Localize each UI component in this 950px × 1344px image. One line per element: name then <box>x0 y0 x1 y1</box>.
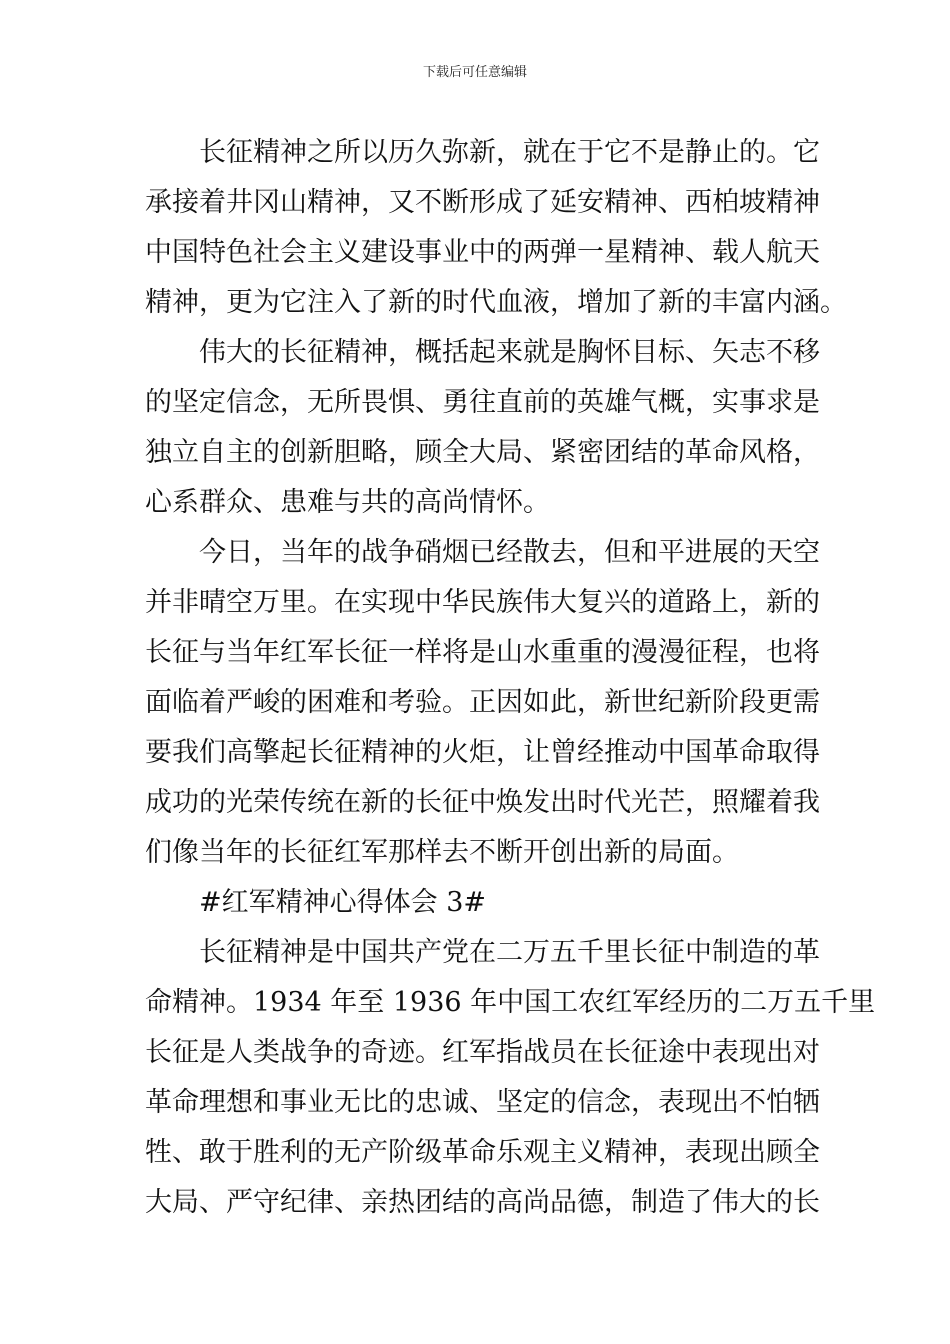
paragraph-3-line-1: 今日，当年的战争硝烟已经散去，但和平进展的天空 <box>199 537 820 568</box>
paragraph-1-line-4: 精神，更为它注入了新的时代血液，增加了新的丰富内涵。 <box>145 287 847 318</box>
paragraph-1-line-3: 中国特色社会主义建设事业中的两弹一星精神、载人航天 <box>145 237 820 268</box>
paragraph-5-line-2: 命精神。1934 年至 1936 年中国工农红军经历的二万五千里 <box>145 987 876 1018</box>
paragraph-2-line-2: 的坚定信念，无所畏惧、勇往直前的英雄气概，实事求是 <box>145 387 820 418</box>
paragraph-3-line-2: 并非晴空万里。在实现中华民族伟大复兴的道路上，新的 <box>145 587 820 618</box>
paragraph-3-line-5: 要我们高擎起长征精神的火炬，让曾经推动中国革命取得 <box>145 737 820 768</box>
paragraph-3-line-7: 们像当年的长征红军那样去不断开创出新的局面。 <box>145 837 739 868</box>
document-body <box>145 128 876 1228</box>
paragraph-2-line-3: 独立自主的创新胆略，顾全大局、紧密团结的革命风格， <box>145 437 820 468</box>
paragraph-2-line-4: 心系群众、患难与共的高尚情怀。 <box>145 487 550 518</box>
paragraph-3-line-3: 长征与当年红军长征一样将是山水重重的漫漫征程，也将 <box>145 637 820 668</box>
paragraph-5-line-1: 长征精神是中国共产党在二万五千里长征中制造的革 <box>199 937 820 968</box>
section-heading: #红军精神心得体会 3# <box>199 887 487 918</box>
paragraph-1-line-2: 承接着井冈山精神，又不断形成了延安精神、西柏坡精神 <box>145 187 820 218</box>
paragraph-2-line-1: 伟大的长征精神，概括起来就是胸怀目标、矢志不移 <box>199 337 820 368</box>
page-header: 下载后可任意编辑 <box>422 65 527 80</box>
paragraph-5-line-4: 革命理想和事业无比的忠诚、坚定的信念，表现出不怕牺 <box>145 1087 820 1118</box>
paragraph-5-line-5: 牲、敢于胜利的无产阶级革命乐观主义精神，表现出顾全 <box>145 1137 820 1168</box>
paragraph-5-line-6: 大局、严守纪律、亲热团结的高尚品德，制造了伟大的长 <box>145 1187 820 1218</box>
paragraph-1-line-1: 长征精神之所以历久弥新，就在于它不是静止的。它 <box>199 137 820 168</box>
paragraph-3-line-4: 面临着严峻的困难和考验。正因如此，新世纪新阶段更需 <box>145 687 820 718</box>
paragraph-5-line-3: 长征是人类战争的奇迹。红军指战员在长征途中表现出对 <box>145 1037 820 1068</box>
paragraph-3-line-6: 成功的光荣传统在新的长征中焕发出时代光芒，照耀着我 <box>145 787 820 818</box>
